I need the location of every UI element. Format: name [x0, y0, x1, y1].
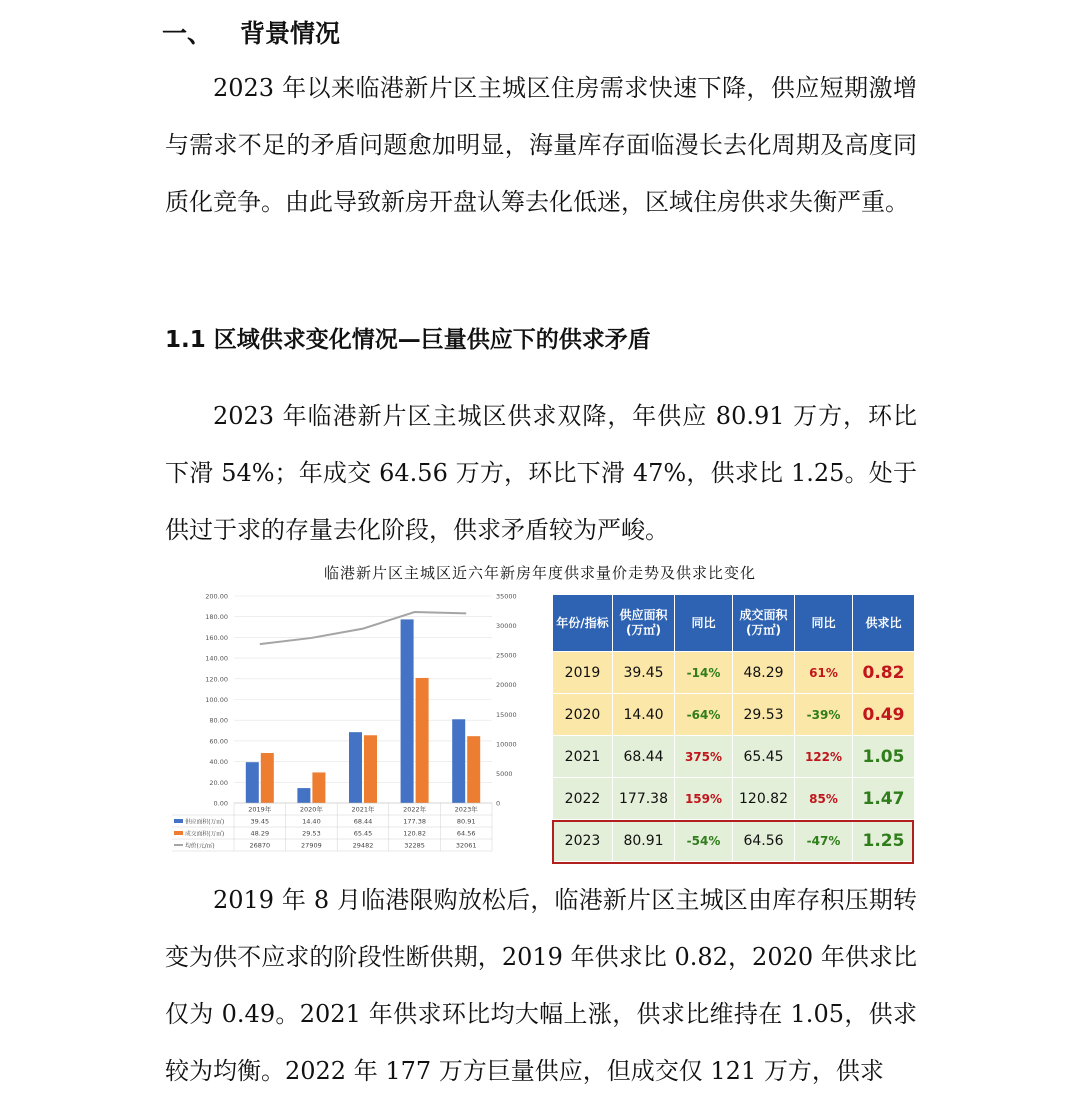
- y-tick-label: 60.00: [209, 737, 228, 746]
- cell-deal: 29.53: [733, 694, 795, 736]
- supply-demand-chart: [172, 588, 528, 870]
- table-row: [553, 736, 915, 778]
- data-label: 177.38: [403, 817, 426, 826]
- bar-supply: [401, 619, 414, 803]
- cell-deal-yoy: 61%: [795, 652, 853, 694]
- cell-ratio: 1.05: [853, 736, 915, 778]
- table-header-deal: 成交面积(万㎡): [733, 595, 795, 652]
- table-header-supply-yoy: 同比: [675, 595, 733, 652]
- cell-supply-yoy: -64%: [675, 694, 733, 736]
- cell-year: 2023: [553, 820, 613, 862]
- cell-deal-yoy: -39%: [795, 694, 853, 736]
- cell-ratio: 1.47: [853, 778, 915, 820]
- table-row: [553, 778, 915, 820]
- data-label: 14.40: [302, 817, 321, 826]
- cell-deal-yoy: -47%: [795, 820, 853, 862]
- table-header-ratio: 供求比: [853, 595, 915, 652]
- cell-supply-yoy: -54%: [675, 820, 733, 862]
- cell-year: 2020: [553, 694, 613, 736]
- cell-supply: 177.38: [613, 778, 675, 820]
- y2-tick-label: 10000: [496, 740, 517, 749]
- paragraph-2023-summary: 2023 年临港新片区主城区供求双降，年供应 80.91 万方，环比下滑 54%；年成交 64.56 万方，环比下滑 47%，供求比 1.25。处于供过于求的存量去化阶段，供求矛盾较为严峻。: [165, 402, 917, 544]
- bar-supply: [349, 732, 362, 803]
- bar-supply: [297, 788, 310, 803]
- legend-label: 均价(元/㎡): [185, 843, 215, 850]
- paragraph-history: 2019 年 8 月临港限购放松后，临港新片区主城区由库存积压期转变为供不应求的阶段性断供期，2019 年供求比 0.82，2020 年供求比仅为 0.49。2021 年供求环比均大幅上涨，供求比维持在 1.05，供求较为均衡。2022 年 177 万方巨量供应，但成交仅 121 万方，供求: [165, 886, 917, 1085]
- x-tick-label: 2022年: [403, 805, 427, 814]
- cell-supply: 39.45: [613, 652, 675, 694]
- cell-year: 2021: [553, 736, 613, 778]
- y-tick-label: 200.00: [205, 592, 228, 601]
- table-header-supply: 供应面积(万㎡): [613, 595, 675, 652]
- cell-supply-yoy: 159%: [675, 778, 733, 820]
- y-tick-label: 20.00: [209, 778, 228, 787]
- y2-tick-label: 30000: [496, 622, 517, 631]
- y-tick-label: 120.00: [205, 675, 228, 684]
- cell-supply: 80.91: [613, 820, 675, 862]
- data-label: 39.45: [250, 817, 270, 826]
- data-label: 68.44: [353, 817, 373, 826]
- legend-swatch: [174, 831, 183, 835]
- cell-supply-yoy: -14%: [675, 652, 733, 694]
- y2-tick-label: 35000: [496, 592, 517, 601]
- data-label: 64.56: [456, 829, 476, 838]
- data-label: 48.29: [250, 829, 270, 838]
- cell-deal: 120.82: [733, 778, 795, 820]
- data-label: 26870: [249, 841, 271, 850]
- cell-deal-yoy: 85%: [795, 778, 853, 820]
- data-label: 120.82: [403, 829, 426, 838]
- table-header-deal-yoy: 同比: [795, 595, 853, 652]
- y2-tick-label: 25000: [496, 651, 517, 660]
- data-label: 80.91: [456, 817, 476, 826]
- table-row: [553, 694, 915, 736]
- y-tick-label: 160.00: [205, 633, 228, 642]
- bar-deal: [416, 678, 429, 803]
- data-label: 29.53: [302, 829, 321, 838]
- cell-year: 2022: [553, 778, 613, 820]
- cell-ratio: 1.25: [853, 820, 915, 862]
- y-tick-label: 0.00: [213, 799, 228, 808]
- paragraph-intro: 2023 年以来临港新片区主城区住房需求快速下降，供应短期激增与需求不足的矛盾问题愈加明显，海量库存面临漫长去化周期及高度同质化竞争。由此导致新房开盘认筹去化低迷，区域住房供求失衡严重。: [165, 74, 917, 216]
- y-tick-label: 100.00: [205, 696, 228, 704]
- figure-title: 临港新片区主城区近六年新房年度供求量价走势及供求比变化: [323, 564, 756, 582]
- y2-tick-label: 20000: [496, 681, 517, 690]
- bar-supply: [246, 762, 259, 803]
- data-label: 29482: [352, 841, 374, 850]
- table-header-year: 年份/指标: [553, 595, 613, 652]
- y2-tick-label: 0: [496, 799, 501, 808]
- subsection-title: 1.1 区域供求变化情况—巨量供应下的供求矛盾: [165, 327, 651, 353]
- y2-tick-label: 15000: [496, 710, 517, 719]
- cell-ratio: 0.82: [853, 652, 915, 694]
- table-row-highlighted: [553, 820, 915, 862]
- y-tick-label: 80.00: [209, 716, 228, 725]
- y2-tick-label: 5000: [496, 769, 513, 778]
- cell-supply: 14.40: [613, 694, 675, 736]
- bar-supply: [452, 719, 465, 803]
- cell-supply: 68.44: [613, 736, 675, 778]
- cell-deal: 64.56: [733, 820, 795, 862]
- x-tick-label: 2020年: [299, 805, 323, 814]
- data-label: 65.45: [353, 829, 373, 838]
- y-tick-label: 40.00: [209, 758, 228, 767]
- section-number: 一、: [162, 19, 213, 48]
- supply-demand-table: [552, 594, 915, 862]
- table-header-row: [553, 595, 915, 652]
- legend-swatch: [174, 819, 183, 823]
- section-title: 背景情况: [240, 19, 341, 48]
- x-tick-label: 2019年: [248, 805, 272, 814]
- y-tick-label: 180.00: [205, 613, 228, 622]
- y-tick-label: 140.00: [205, 654, 228, 663]
- data-label: 27909: [301, 841, 322, 850]
- cell-year: 2019: [553, 652, 613, 694]
- data-label: 32061: [455, 841, 477, 850]
- data-label: 32285: [404, 841, 425, 850]
- bar-deal: [261, 753, 274, 803]
- cell-deal: 65.45: [733, 736, 795, 778]
- cell-deal-yoy: 122%: [795, 736, 853, 778]
- x-tick-label: 2021年: [351, 805, 375, 814]
- cell-deal: 48.29: [733, 652, 795, 694]
- x-tick-label: 2023年: [454, 805, 478, 814]
- legend-label: 成交面积(万㎡): [185, 831, 225, 838]
- section-heading: [162, 14, 340, 54]
- table-row: [553, 652, 915, 694]
- bar-deal: [312, 772, 325, 803]
- bar-deal: [364, 735, 377, 803]
- cell-supply-yoy: 375%: [675, 736, 733, 778]
- bar-deal: [467, 736, 480, 803]
- legend-label: 供应面积(万㎡): [185, 819, 225, 826]
- cell-ratio: 0.49: [853, 694, 915, 736]
